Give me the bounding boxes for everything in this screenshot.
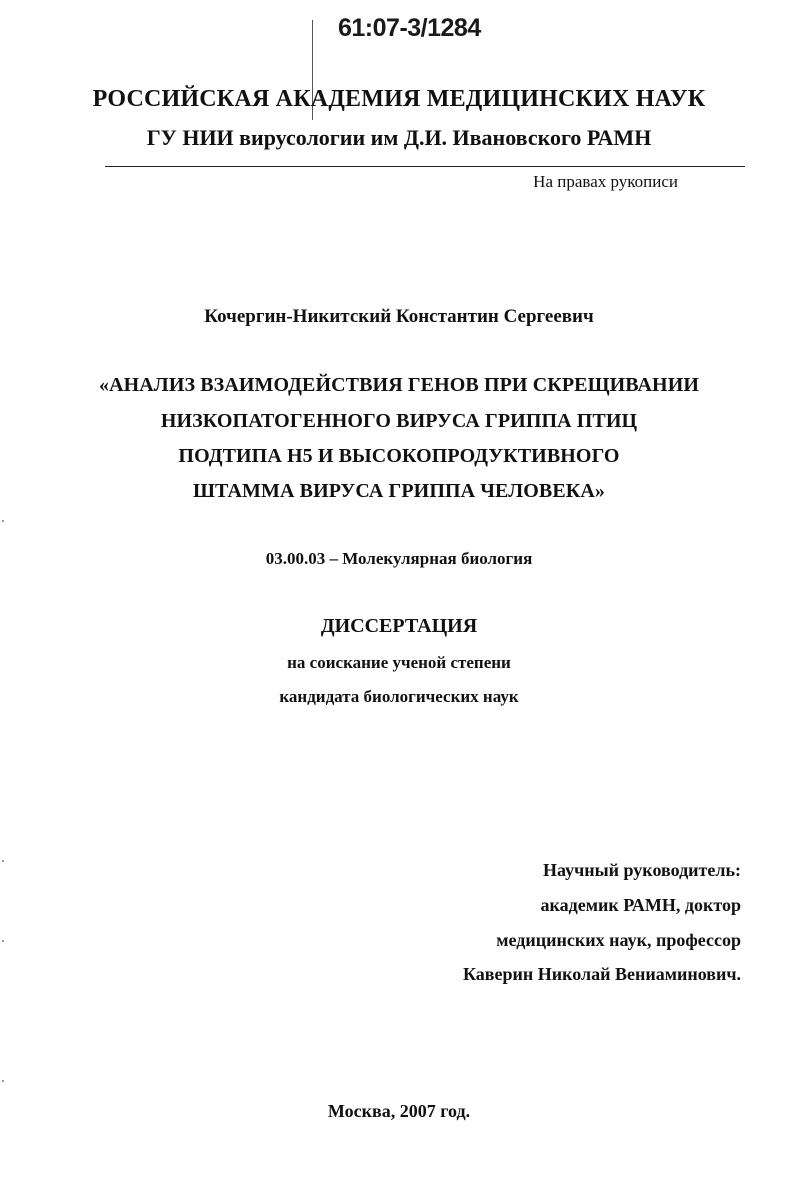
- catalog-stamp: 61:07-3/1284: [338, 14, 481, 42]
- scan-artifact-dot: [2, 860, 4, 862]
- scan-artifact-dot: [2, 940, 4, 942]
- degree-line: на соискание ученой степени: [287, 653, 511, 672]
- author-name: Кочергин-Никитский Константин Сергеевич: [204, 306, 594, 327]
- work-type: ДИССЕРТАЦИЯ: [320, 615, 478, 637]
- supervisor-line: Каверин Николай Вениаминович.: [462, 964, 741, 984]
- title-line: НИЗКОПАТОГЕННОГО ВИРУСА ГРИППА ПТИЦ: [160, 410, 638, 432]
- supervisor-line: Научный руководитель:: [543, 860, 741, 880]
- title-line: ШТАММА ВИРУСА ГРИППА ЧЕЛОВЕКА»: [192, 480, 606, 502]
- supervisor-line: академик РАМН, доктор: [540, 895, 741, 915]
- title-line: ПОДТИПА Н5 И ВЫСОКОПРОДУКТИВНОГО: [178, 445, 620, 467]
- supervisor-line: медицинских наук, профессор: [496, 930, 741, 950]
- degree-line: кандидата биологических наук: [279, 687, 519, 706]
- academy-name: РОССИЙСКАЯ АКАДЕМИЯ МЕДИЦИНСКИХ НАУК: [92, 86, 706, 112]
- scan-artifact-dot: [2, 520, 4, 522]
- scan-artifact-dot: [2, 1080, 4, 1082]
- header-divider: [105, 166, 745, 167]
- title-line: «АНАЛИЗ ВЗАИМОДЕЙСТВИЯ ГЕНОВ ПРИ СКРЕЩИВАНИИ: [98, 374, 700, 396]
- specialty-code: 03.00.03 – Молекулярная биология: [265, 549, 533, 568]
- manuscript-note: На правах рукописи: [533, 172, 678, 191]
- place-and-year: Москва, 2007 год.: [327, 1101, 471, 1121]
- institute-name: ГУ НИИ вирусологии им Д.И. Ивановского РАМН: [146, 125, 652, 150]
